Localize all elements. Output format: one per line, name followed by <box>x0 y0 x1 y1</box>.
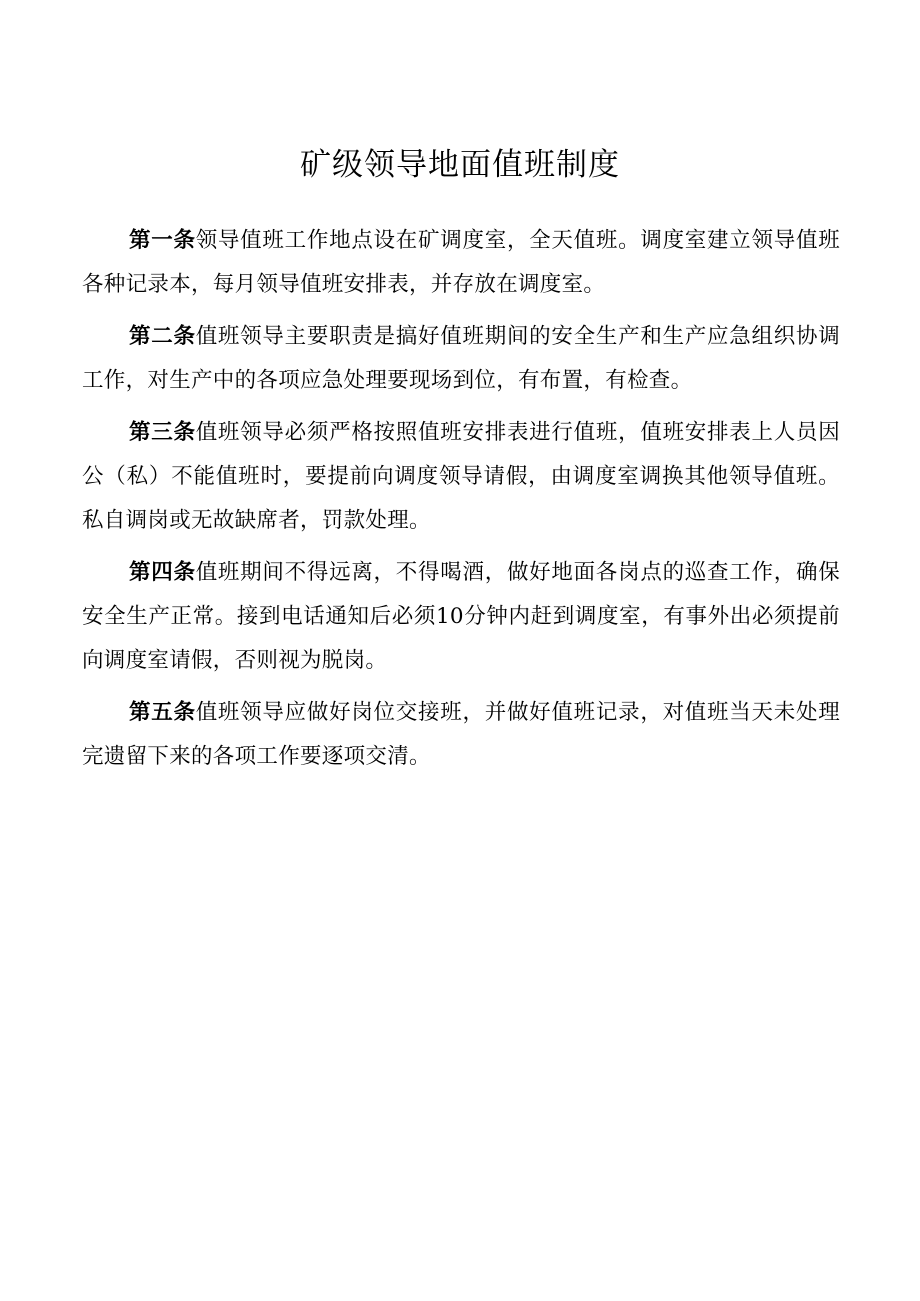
article-label: 第五条 <box>129 700 196 725</box>
article-text: 领导值班工作地点设在矿调度室，全天值班。调度室建立领导值班各种记录本，每月领导值班安排表，并存放在调度室。 <box>82 228 841 297</box>
article-5 <box>82 691 840 779</box>
article-label: 第三条 <box>129 420 196 445</box>
document-body <box>82 219 840 787</box>
article-3 <box>82 411 840 543</box>
article-text: 值班领导主要职责是搞好值班期间的安全生产和生产应急组织协调工作，对生产中的各项应急处理要现场到位，有布置，有检查。 <box>82 324 841 393</box>
article-text: 值班期间不得远离，不得喝酒，做好地面各岗点的巡查工作，确保安全生产正常。接到电话通知后必须10分钟内赶到调度室，有事外出必须提前向调度室请假，否则视为脱岗。 <box>82 560 841 673</box>
article-label: 第四条 <box>129 560 196 585</box>
article-4 <box>82 551 840 683</box>
article-text: 值班领导应做好岗位交接班，并做好值班记录，对值班当天未处理完遗留下来的各项工作要逐项交清。 <box>82 700 841 769</box>
article-1 <box>82 219 840 307</box>
article-2 <box>82 315 840 403</box>
document-title: 矿级领导地面值班制度 <box>300 147 620 183</box>
article-text: 值班领导必须严格按照值班安排表进行值班，值班安排表上人员因公（私）不能值班时，要提前向调度领导请假，由调度室调换其他领导值班。私自调岗或无故缺席者，罚款处理。 <box>82 420 841 533</box>
article-label: 第二条 <box>129 324 196 349</box>
article-label: 第一条 <box>129 228 196 253</box>
